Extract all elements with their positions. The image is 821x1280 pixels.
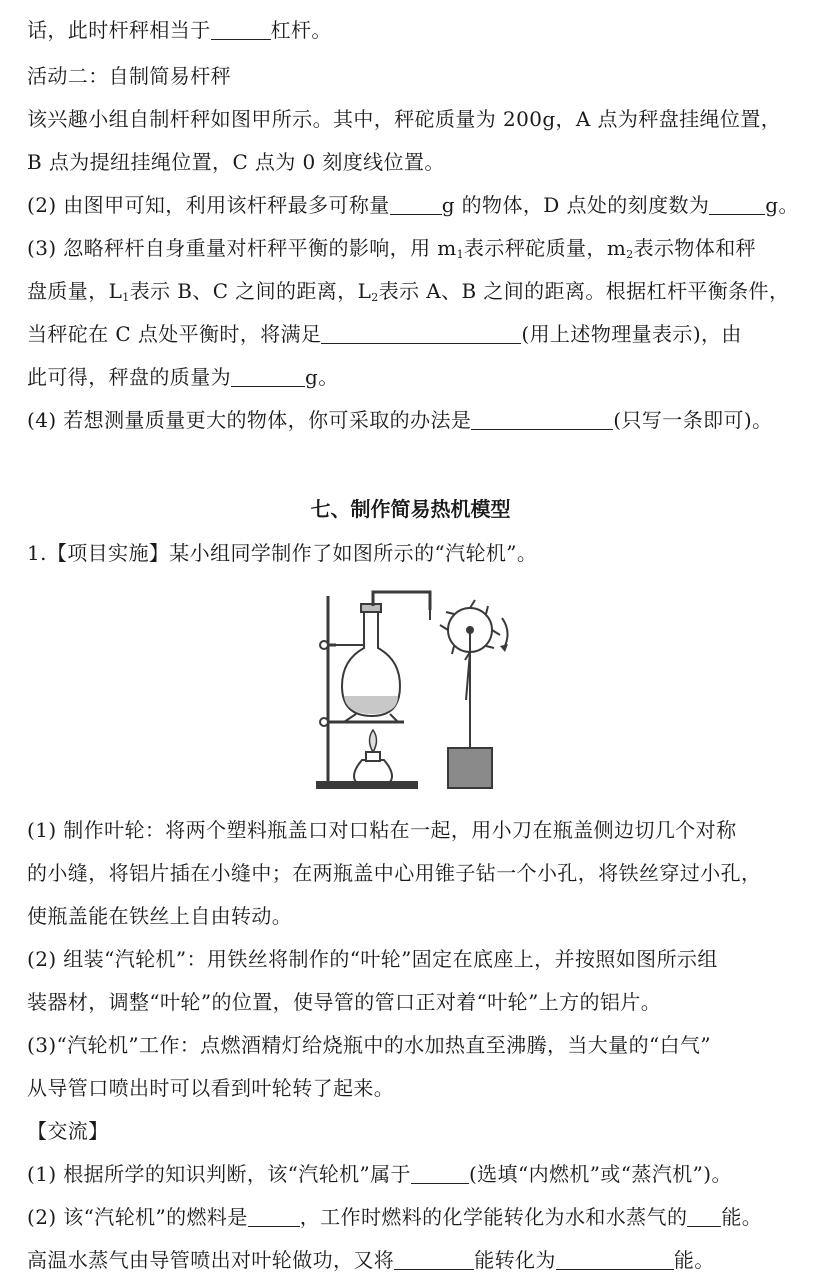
text-line: 此可得，秤盘的质量为 g。 — [27, 365, 339, 389]
answer-blank[interactable] — [556, 1247, 674, 1270]
text-line: 话，此时杆秤相当于 杠杆。 — [27, 18, 332, 42]
base-block-icon — [448, 748, 492, 788]
text-line: 该兴趣小组自制杆秤如图甲所示。其中，秤砣质量为 200g，A 点为秤盘挂绳位置， — [27, 107, 782, 131]
answer-blank[interactable] — [248, 1204, 300, 1227]
exchange-question-2: (2) 该“汽轮机”的燃料是 ，工作时燃料的化学能转化为水和水蒸气的 能。 — [27, 1205, 763, 1229]
question-4: (4) 若想测量质量更大的物体，你可采取的办法是 (只写一条即可)。 — [27, 408, 773, 432]
text-line: 高温水蒸气由导管喷出对叶轮做功，又将 能转化为 能。 — [27, 1248, 715, 1272]
answer-blank[interactable] — [390, 192, 442, 215]
question-2: (2) 由图甲可知，利用该杆秤最多可称量 g 的物体，D 点处的刻度数为 g。 — [27, 193, 799, 217]
exchange-question-1: (1) 根据所学的知识判断，该“汽轮机”属于 (选填“内燃机”或“蒸汽机”)。 — [27, 1162, 732, 1186]
question-3: (3) 忽略秤杆自身重量对杆秤平衡的影响，用 $m_1$表示秤砣质量，$m_2$表示物体和秤 — [27, 236, 756, 261]
answer-blank[interactable] — [411, 1161, 469, 1184]
rotation-arrow-icon — [502, 618, 508, 648]
step-3: (3)“汽轮机”工作：点燃酒精灯给烧瓶中的水加热直至沸腾，当大量的“白气” — [27, 1033, 712, 1057]
text-line: B 点为提纽挂绳位置，C 点为 0 刻度线位置。 — [27, 150, 445, 174]
answer-blank[interactable] — [231, 364, 305, 387]
alcohol-lamp-icon — [354, 730, 392, 782]
activity-title: 活动二：自制简易杆秤 — [27, 64, 231, 88]
steam-turbine-figure — [300, 588, 540, 790]
section-title: 七、制作简易热机模型 — [310, 497, 511, 521]
text-line: 盘质量，$L_1$表示 B、C 之间的距离，$L_2$表示 A、B 之间的距离。根据杠杆平衡条件， — [27, 279, 790, 304]
step-1: (1) 制作叶轮：将两个塑料瓶盖口对口粘在一起，用小刀在瓶盖侧边切几个对称 — [27, 818, 737, 842]
answer-blank[interactable] — [687, 1204, 721, 1227]
flask-icon — [342, 592, 430, 716]
answer-blank[interactable] — [211, 17, 271, 40]
answer-blank[interactable] — [394, 1247, 474, 1270]
step-2: (2) 组装“汽轮机”：用铁丝将制作的“叶轮”固定在底座上，并按照如图所示组 — [27, 947, 718, 971]
answer-blank[interactable] — [321, 321, 521, 344]
text-line: 装器材，调整“叶轮”的位置，使导管的管口正对着“叶轮”上方的铝片。 — [27, 990, 662, 1014]
exchange-label: 【交流】 — [27, 1119, 109, 1143]
project-intro: 1.【项目实施】某小组同学制作了如图所示的“汽轮机”。 — [27, 541, 538, 565]
text-line: 当秤砣在 C 点处平衡时，将满足 (用上述物理量表示)，由 — [27, 322, 742, 346]
answer-blank[interactable] — [709, 192, 765, 215]
text-line: 使瓶盖能在铁丝上自由转动。 — [27, 904, 293, 928]
text-line: 的小缝，将铝片插在小缝中；在两瓶盖中心用锥子钻一个小孔，将铁丝穿过小孔， — [27, 861, 762, 885]
text-line: 从导管口喷出时可以看到叶轮转了起来。 — [27, 1076, 395, 1100]
answer-blank[interactable] — [471, 407, 613, 430]
impeller-icon — [440, 600, 500, 748]
